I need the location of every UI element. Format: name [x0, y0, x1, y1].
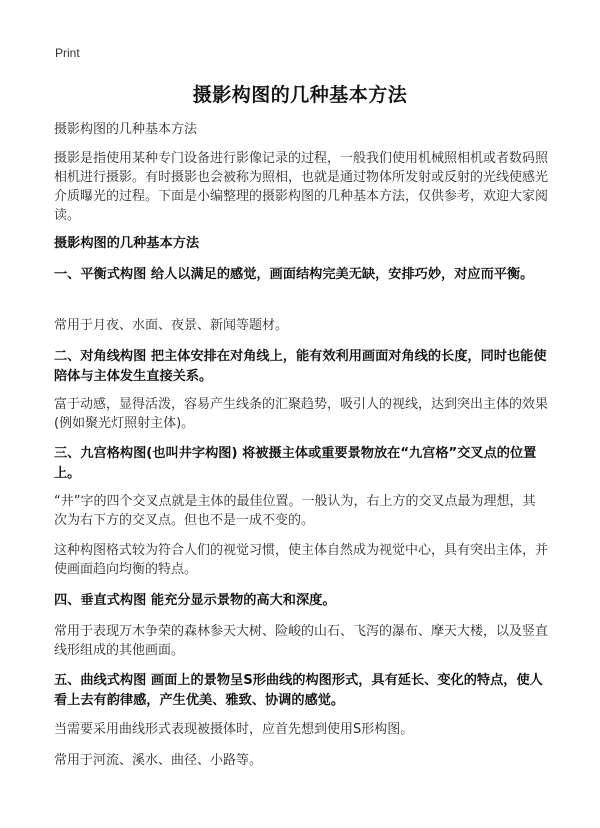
method3-heading: 三、九宫格构图(也叫井字构图) 将被摄主体或重要景物放在“九宫格”交叉点的位置上。	[54, 446, 537, 481]
method2-text: 富于动感，显得活泼，容易产生线条的汇聚趋势，吸引人的视线，达到突出主体的效果(例如聚光灯照射主体)。	[54, 397, 549, 431]
print-link[interactable]: Print	[55, 46, 80, 60]
method3-text1: “井”字的四个交叉点就是主体的最佳位置。一般认为，右上方的交叉点最为理想，其次为右下方的交叉点。但也不是一成不变的。	[54, 494, 536, 528]
method5-text1: 当需要采用曲线形式表现被摄体时，应首先想到使用S形构图。	[54, 722, 414, 737]
method4-heading: 四、垂直式构图 能充分显示景物的高大和深度。	[54, 593, 336, 608]
method1-text: 常用于月夜、水面、夜景、新闻等题材。	[54, 318, 289, 333]
method2-heading: 二、对角线构图 把主体安排在对角线上，能有效利用画面对角线的长度，同时也能使陪体与主体发生直接关系。	[54, 349, 547, 384]
page-title: 摄影构图的几种基本方法	[192, 84, 408, 106]
method3-text2: 这种构图格式较为符合人们的视觉习惯，使主体自然成为视觉中心，具有突出主体，并使画面趋向均衡的特点。	[54, 543, 549, 577]
method5-text2: 常用于河流、溪水、曲径、小路等。	[54, 753, 263, 768]
section-heading: 摄影构图的几种基本方法	[54, 236, 200, 251]
subtitle: 摄影构图的几种基本方法	[54, 122, 198, 137]
method4-text: 常用于表现万木争荣的森林参天大树、险峻的山石、飞泻的瀑布、摩天大楼，以及竖直线形组成的其他画面。	[54, 624, 549, 658]
method5-heading: 五、曲线式构图 画面上的景物呈S形曲线的构图形式，具有延长、变化的特点，使人看上去有韵律感，产生优美、雅致、协调的感觉。	[54, 673, 543, 708]
intro-paragraph: 摄影是指使用某种专门设备进行影像记录的过程，一般我们使用机械照相机或者数码照相机进行摄影。有时摄影也会被称为照相，也就是通过物体所发射或反射的光线使感光介质曝光的过程。下面是小编整理的摄影构图的几种基本方法，仅供参考，欢迎大家阅读。	[54, 151, 549, 223]
method1-heading: 一、平衡式构图 给人以满足的感觉，画面结构完美无缺，安排巧妙，对应而平衡。	[54, 267, 534, 282]
